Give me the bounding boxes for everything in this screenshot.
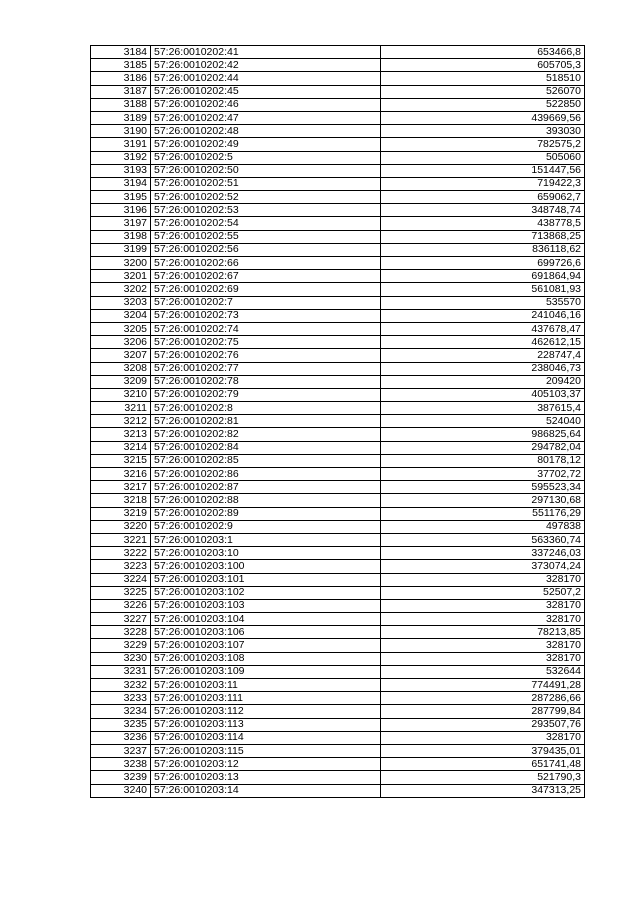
cadastral-number-cell: 57:26:0010202:44 <box>151 72 381 85</box>
table-row <box>91 560 585 573</box>
cadastral-value-cell: 561081,93 <box>381 283 585 296</box>
cadastral-value-cell: 293507,76 <box>381 718 585 731</box>
cadastral-number-cell: 57:26:0010203:108 <box>151 652 381 665</box>
row-number-cell: 3195 <box>91 191 151 204</box>
cadastral-value-cell: 78213,85 <box>381 626 585 639</box>
row-number-cell: 3227 <box>91 613 151 626</box>
cadastral-number-cell: 57:26:0010202:54 <box>151 217 381 230</box>
cadastral-value-cell: 373074,24 <box>381 560 585 573</box>
row-number-cell: 3231 <box>91 665 151 678</box>
cadastral-number-cell: 57:26:0010203:104 <box>151 613 381 626</box>
cadastral-number-cell: 57:26:0010203:14 <box>151 784 381 797</box>
row-number-cell: 3204 <box>91 309 151 322</box>
cadastral-number-cell: 57:26:0010202:87 <box>151 481 381 494</box>
cadastral-value-cell: 526070 <box>381 85 585 98</box>
table-row <box>91 520 585 533</box>
cadastral-value-cell: 209420 <box>381 375 585 388</box>
row-number-cell: 3223 <box>91 560 151 573</box>
table-row <box>91 718 585 731</box>
cadastral-number-cell: 57:26:0010202:79 <box>151 388 381 401</box>
table-row <box>91 758 585 771</box>
row-number-cell: 3206 <box>91 336 151 349</box>
table-row <box>91 138 585 151</box>
row-number-cell: 3226 <box>91 599 151 612</box>
table-row <box>91 243 585 256</box>
row-number-cell: 3200 <box>91 257 151 270</box>
table-row <box>91 415 585 428</box>
cadastral-value-cell: 294782,04 <box>381 441 585 454</box>
table-row <box>91 349 585 362</box>
cadastral-value-cell: 651741,48 <box>381 758 585 771</box>
table-row <box>91 270 585 283</box>
row-number-cell: 3232 <box>91 679 151 692</box>
table-row <box>91 692 585 705</box>
cadastral-value-cell: 151447,56 <box>381 164 585 177</box>
row-number-cell: 3234 <box>91 705 151 718</box>
row-number-cell: 3201 <box>91 270 151 283</box>
table-row <box>91 336 585 349</box>
cadastral-number-cell: 57:26:0010202:42 <box>151 59 381 72</box>
row-number-cell: 3214 <box>91 441 151 454</box>
row-number-cell: 3209 <box>91 375 151 388</box>
table-row <box>91 481 585 494</box>
row-number-cell: 3229 <box>91 639 151 652</box>
cadastral-number-cell: 57:26:0010202:84 <box>151 441 381 454</box>
cadastral-value-cell: 347313,25 <box>381 784 585 797</box>
table-row <box>91 164 585 177</box>
cadastral-number-cell: 57:26:0010202:7 <box>151 296 381 309</box>
cadastral-value-cell: 328170 <box>381 613 585 626</box>
cadastral-value-cell: 563360,74 <box>381 533 585 546</box>
row-number-cell: 3228 <box>91 626 151 639</box>
cadastral-value-cell: 699726,6 <box>381 257 585 270</box>
row-number-cell: 3186 <box>91 72 151 85</box>
cadastral-number-cell: 57:26:0010202:69 <box>151 283 381 296</box>
cadastral-number-cell: 57:26:0010202:50 <box>151 164 381 177</box>
row-number-cell: 3211 <box>91 402 151 415</box>
cadastral-number-cell: 57:26:0010202:67 <box>151 270 381 283</box>
cadastral-number-cell: 57:26:0010202:9 <box>151 520 381 533</box>
cadastral-value-cell: 297130,68 <box>381 494 585 507</box>
row-number-cell: 3203 <box>91 296 151 309</box>
table-row <box>91 151 585 164</box>
cadastral-value-cell: 505060 <box>381 151 585 164</box>
table-row <box>91 744 585 757</box>
cadastral-value-cell: 659062,7 <box>381 191 585 204</box>
cadastral-value-cell: 836118,62 <box>381 243 585 256</box>
cadastral-number-cell: 57:26:0010202:86 <box>151 468 381 481</box>
table-row <box>91 454 585 467</box>
table-row <box>91 639 585 652</box>
cadastral-value-cell: 337246,03 <box>381 547 585 560</box>
table-row <box>91 626 585 639</box>
cadastral-value-cell: 393030 <box>381 125 585 138</box>
table-row <box>91 283 585 296</box>
row-number-cell: 3208 <box>91 362 151 375</box>
cadastral-value-cell: 462612,15 <box>381 336 585 349</box>
cadastral-number-cell: 57:26:0010203:109 <box>151 665 381 678</box>
row-number-cell: 3198 <box>91 230 151 243</box>
cadastral-number-cell: 57:26:0010202:66 <box>151 257 381 270</box>
cadastral-number-cell: 57:26:0010202:49 <box>151 138 381 151</box>
cadastral-number-cell: 57:26:0010203:111 <box>151 692 381 705</box>
row-number-cell: 3233 <box>91 692 151 705</box>
table-row <box>91 586 585 599</box>
cadastral-number-cell: 57:26:0010203:112 <box>151 705 381 718</box>
cadastral-value-cell: 524040 <box>381 415 585 428</box>
table-row <box>91 705 585 718</box>
row-number-cell: 3194 <box>91 177 151 190</box>
cadastral-value-cell: 521790,3 <box>381 771 585 784</box>
table-row <box>91 573 585 586</box>
row-number-cell: 3225 <box>91 586 151 599</box>
cadastral-number-cell: 57:26:0010202:52 <box>151 191 381 204</box>
table-row <box>91 613 585 626</box>
cadastral-value-cell: 438778,5 <box>381 217 585 230</box>
cadastral-number-cell: 57:26:0010202:47 <box>151 111 381 124</box>
row-number-cell: 3224 <box>91 573 151 586</box>
cadastral-number-cell: 57:26:0010202:55 <box>151 230 381 243</box>
table-row <box>91 72 585 85</box>
table-row <box>91 388 585 401</box>
row-number-cell: 3197 <box>91 217 151 230</box>
cadastral-number-cell: 57:26:0010203:102 <box>151 586 381 599</box>
table-row <box>91 230 585 243</box>
table-row <box>91 362 585 375</box>
cadastral-value-cell: 713868,25 <box>381 230 585 243</box>
cadastral-number-cell: 57:26:0010202:78 <box>151 375 381 388</box>
row-number-cell: 3188 <box>91 98 151 111</box>
cadastral-number-cell: 57:26:0010203:1 <box>151 533 381 546</box>
table-row <box>91 402 585 415</box>
cadastral-number-cell: 57:26:0010203:10 <box>151 547 381 560</box>
cadastral-value-cell: 774491,28 <box>381 679 585 692</box>
table-row <box>91 665 585 678</box>
table-row <box>91 784 585 797</box>
cadastral-number-cell: 57:26:0010202:45 <box>151 85 381 98</box>
row-number-cell: 3220 <box>91 520 151 533</box>
table-row <box>91 322 585 335</box>
table-row <box>91 441 585 454</box>
cadastral-number-cell: 57:26:0010202:75 <box>151 336 381 349</box>
row-number-cell: 3216 <box>91 468 151 481</box>
table-row <box>91 468 585 481</box>
table-row <box>91 547 585 560</box>
table-row <box>91 494 585 507</box>
table-row <box>91 771 585 784</box>
cadastral-number-cell: 57:26:0010202:5 <box>151 151 381 164</box>
cadastral-number-cell: 57:26:0010202:85 <box>151 454 381 467</box>
row-number-cell: 3218 <box>91 494 151 507</box>
cadastral-value-cell: 595523,34 <box>381 481 585 494</box>
table-row <box>91 428 585 441</box>
cadastral-value-cell: 328170 <box>381 573 585 586</box>
cadastral-value-cell: 379435,01 <box>381 744 585 757</box>
table-row <box>91 507 585 520</box>
cadastral-value-cell: 522850 <box>381 98 585 111</box>
cadastral-number-cell: 57:26:0010202:51 <box>151 177 381 190</box>
cadastral-value-cell: 719422,3 <box>381 177 585 190</box>
cadastral-value-cell: 986825,64 <box>381 428 585 441</box>
cadastral-value-cell: 439669,56 <box>381 111 585 124</box>
cadastral-number-cell: 57:26:0010203:107 <box>151 639 381 652</box>
row-number-cell: 3210 <box>91 388 151 401</box>
cadastral-number-cell: 57:26:0010203:13 <box>151 771 381 784</box>
cadastral-value-cell: 437678,47 <box>381 322 585 335</box>
cadastral-value-cell: 405103,37 <box>381 388 585 401</box>
row-number-cell: 3213 <box>91 428 151 441</box>
table-row <box>91 204 585 217</box>
cadastral-value-cell: 348748,74 <box>381 204 585 217</box>
row-number-cell: 3207 <box>91 349 151 362</box>
cadastral-value-cell: 653466,8 <box>381 46 585 59</box>
row-number-cell: 3212 <box>91 415 151 428</box>
row-number-cell: 3190 <box>91 125 151 138</box>
table-row <box>91 125 585 138</box>
cadastral-value-cell: 532644 <box>381 665 585 678</box>
cadastral-number-cell: 57:26:0010203:114 <box>151 731 381 744</box>
cadastral-number-cell: 57:26:0010203:12 <box>151 758 381 771</box>
row-number-cell: 3196 <box>91 204 151 217</box>
row-number-cell: 3235 <box>91 718 151 731</box>
cadastral-number-cell: 57:26:0010203:106 <box>151 626 381 639</box>
row-number-cell: 3215 <box>91 454 151 467</box>
cadastral-number-cell: 57:26:0010202:73 <box>151 309 381 322</box>
table-body <box>91 46 585 798</box>
table-row <box>91 46 585 59</box>
table-row <box>91 59 585 72</box>
row-number-cell: 3202 <box>91 283 151 296</box>
cadastral-value-cell: 387615,4 <box>381 402 585 415</box>
row-number-cell: 3230 <box>91 652 151 665</box>
cadastral-number-cell: 57:26:0010202:77 <box>151 362 381 375</box>
cadastral-value-cell: 551176,29 <box>381 507 585 520</box>
table-row <box>91 217 585 230</box>
cadastral-value-cell: 605705,3 <box>381 59 585 72</box>
cadastral-number-cell: 57:26:0010202:82 <box>151 428 381 441</box>
cadastral-value-table <box>90 45 585 798</box>
row-number-cell: 3187 <box>91 85 151 98</box>
cadastral-value-cell: 518510 <box>381 72 585 85</box>
cadastral-value-cell: 52507,2 <box>381 586 585 599</box>
row-number-cell: 3239 <box>91 771 151 784</box>
cadastral-number-cell: 57:26:0010203:101 <box>151 573 381 586</box>
table-row <box>91 652 585 665</box>
cadastral-value-cell: 782575,2 <box>381 138 585 151</box>
table-row <box>91 85 585 98</box>
table-row <box>91 731 585 744</box>
row-number-cell: 3199 <box>91 243 151 256</box>
table-row <box>91 111 585 124</box>
cadastral-number-cell: 57:26:0010203:11 <box>151 679 381 692</box>
cadastral-value-cell: 535570 <box>381 296 585 309</box>
cadastral-number-cell: 57:26:0010202:89 <box>151 507 381 520</box>
row-number-cell: 3185 <box>91 59 151 72</box>
table-row <box>91 599 585 612</box>
row-number-cell: 3236 <box>91 731 151 744</box>
row-number-cell: 3222 <box>91 547 151 560</box>
table-row <box>91 533 585 546</box>
cadastral-number-cell: 57:26:0010203:100 <box>151 560 381 573</box>
cadastral-value-cell: 241046,16 <box>381 309 585 322</box>
row-number-cell: 3238 <box>91 758 151 771</box>
table-row <box>91 309 585 322</box>
row-number-cell: 3219 <box>91 507 151 520</box>
cadastral-number-cell: 57:26:0010202:74 <box>151 322 381 335</box>
cadastral-number-cell: 57:26:0010202:53 <box>151 204 381 217</box>
cadastral-number-cell: 57:26:0010203:115 <box>151 744 381 757</box>
row-number-cell: 3240 <box>91 784 151 797</box>
cadastral-value-cell: 287286,66 <box>381 692 585 705</box>
cadastral-number-cell: 57:26:0010202:46 <box>151 98 381 111</box>
cadastral-value-cell: 238046,73 <box>381 362 585 375</box>
cadastral-number-cell: 57:26:0010202:56 <box>151 243 381 256</box>
cadastral-value-cell: 328170 <box>381 652 585 665</box>
table-row <box>91 191 585 204</box>
cadastral-value-cell: 691864,94 <box>381 270 585 283</box>
cadastral-number-cell: 57:26:0010203:103 <box>151 599 381 612</box>
cadastral-number-cell: 57:26:0010203:113 <box>151 718 381 731</box>
cadastral-number-cell: 57:26:0010202:81 <box>151 415 381 428</box>
row-number-cell: 3221 <box>91 533 151 546</box>
row-number-cell: 3192 <box>91 151 151 164</box>
table-row <box>91 98 585 111</box>
cadastral-number-cell: 57:26:0010202:48 <box>151 125 381 138</box>
row-number-cell: 3191 <box>91 138 151 151</box>
cadastral-value-cell: 80178,12 <box>381 454 585 467</box>
table-row <box>91 375 585 388</box>
cadastral-number-cell: 57:26:0010202:41 <box>151 46 381 59</box>
cadastral-value-cell: 328170 <box>381 599 585 612</box>
cadastral-value-cell: 37702,72 <box>381 468 585 481</box>
row-number-cell: 3205 <box>91 322 151 335</box>
table-row <box>91 296 585 309</box>
row-number-cell: 3193 <box>91 164 151 177</box>
cadastral-value-cell: 228747,4 <box>381 349 585 362</box>
table-row <box>91 679 585 692</box>
table-row <box>91 177 585 190</box>
cadastral-value-cell: 287799,84 <box>381 705 585 718</box>
row-number-cell: 3237 <box>91 744 151 757</box>
cadastral-number-cell: 57:26:0010202:88 <box>151 494 381 507</box>
row-number-cell: 3189 <box>91 111 151 124</box>
cadastral-value-cell: 328170 <box>381 639 585 652</box>
row-number-cell: 3217 <box>91 481 151 494</box>
cadastral-number-cell: 57:26:0010202:8 <box>151 402 381 415</box>
cadastral-value-cell: 328170 <box>381 731 585 744</box>
cadastral-number-cell: 57:26:0010202:76 <box>151 349 381 362</box>
table-row <box>91 257 585 270</box>
cadastral-value-cell: 497838 <box>381 520 585 533</box>
row-number-cell: 3184 <box>91 46 151 59</box>
